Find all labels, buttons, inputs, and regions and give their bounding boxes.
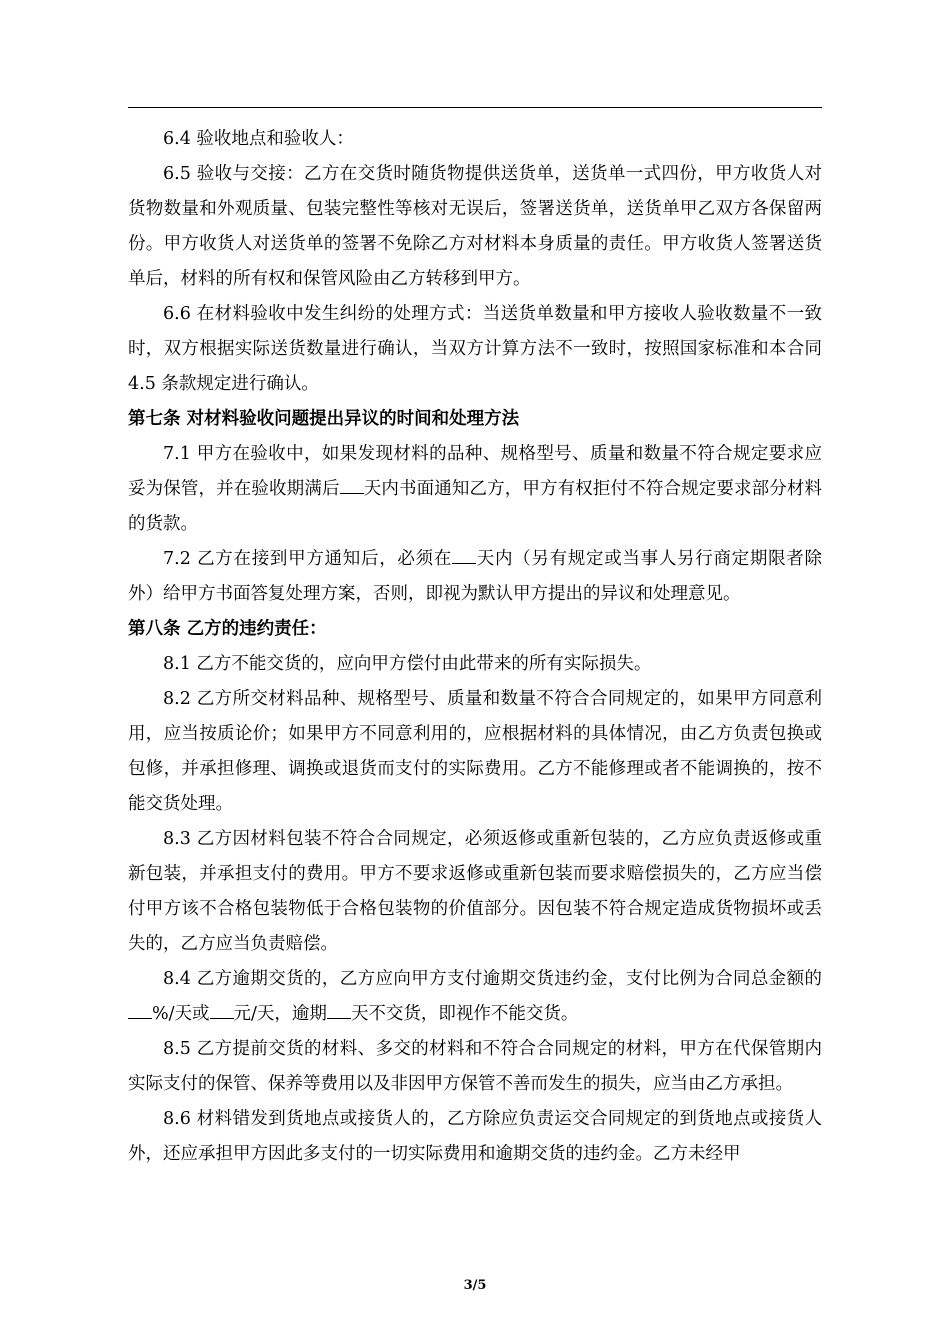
page-number: 3/5 [463,1278,487,1293]
blank-field [452,545,476,564]
article-8-heading: 第八条 乙方的违约责任： [128,619,327,639]
clause-6-4: 6.4 验收地点和验收人： [163,129,354,149]
clause-8-1: 8.1 乙方不能交货的，应向甲方偿付由此带来的所有实际损失。 [163,654,652,674]
clause-8-4-text-b: %/天或 [152,1004,210,1024]
clause-7-1-text-a: 7.1 甲方在验收中，如果发现材料的品种、规格型号、质量和数量不符合规定要求应妥为保管，并在验收期满后 [128,444,822,499]
clause-8-4-text-a: 8.4 乙方逾期交货的，乙方应向甲方支付逾期交货违约金，支付比例为合同总金额的 [163,969,822,989]
clause-6-5: 6.5 验收与交接：乙方在交货时随货物提供送货单，送货单一式四份，甲方收货人对货物数量和外观质量、包装完整性等核对无误后，签署送货单，送货单甲乙双方各保留两份。甲方收货人对送货单的签署不免除乙方对材料本身质量的责任。甲方收货人签署送货单后，材料的所有权和保管风险由乙方转移到甲方。 [128,164,822,289]
clause-6-6: 6.6 在材料验收中发生纠纷的处理方式：当送货单数量和甲方接收人验收数量不一致时，双方根据实际送货数量进行确认，当双方计算方法不一致时，按照国家标准和本合同 4.5 条款规定进行确认。 [128,304,822,394]
clause-7-2 [128,542,822,612]
header-rule [128,107,822,108]
clause-8-6: 8.6 材料错发到货地点或接货人的，乙方除应负责运交合同规定的到货地点或接货人外，还应承担甲方因此多支付的一切实际费用和逾期交货的违约金。乙方未经甲 [128,1109,822,1164]
clause-7-2-text-a: 7.2 乙方在接到甲方通知后，必须在 [163,549,453,569]
clause-8-4 [128,962,822,1032]
clause-8-4-text-c: 元/天，逾期 [233,1004,327,1024]
blank-field [340,475,364,494]
document-body [128,122,822,1172]
blank-field [128,1000,152,1019]
clause-7-1 [128,437,822,542]
blank-field [327,1000,351,1019]
article-7-heading: 第七条 对材料验收问题提出异议的时间和处理方法 [128,409,520,429]
clause-7-1-text-b: 天内书面通知乙方，甲方有权拒付不符合规定要求部分材料的货款。 [128,479,822,534]
clause-8-4-text-d: 天不交货，即视作不能交货。 [350,1004,579,1024]
clause-8-2: 8.2 乙方所交材料品种、规格型号、质量和数量不符合合同规定的，如果甲方同意利用，应当按质论价；如果甲方不同意利用的，应根据材料的具体情况，由乙方负责包换或包修，并承担修理、调换或退货而支付的实际费用。乙方不能修理或者不能调换的，按不能交货处理。 [128,689,822,814]
clause-8-3: 8.3 乙方因材料包装不符合合同规定，必须返修或重新包装的，乙方应负责返修或重新包装，并承担支付的费用。甲方不要求返修或重新包装而要求赔偿损失的，乙方应当偿付甲方该不合格包装物低于合格包装物的价值部分。因包装不符合规定造成货物损坏或丢失的，乙方应当负责赔偿。 [128,829,822,954]
clause-8-5: 8.5 乙方提前交货的材料、多交的材料和不符合合同规定的材料，甲方在代保管期内实际支付的保管、保养等费用以及非因甲方保管不善而发生的损失，应当由乙方承担。 [128,1039,822,1094]
blank-field [210,1000,234,1019]
clause-7-2-text-b: 天内（另有规定或当事人另行商定期限者除外）给甲方书面答复处理方案，否则，即视为默认甲方提出的异议和处理意见。 [128,549,822,604]
